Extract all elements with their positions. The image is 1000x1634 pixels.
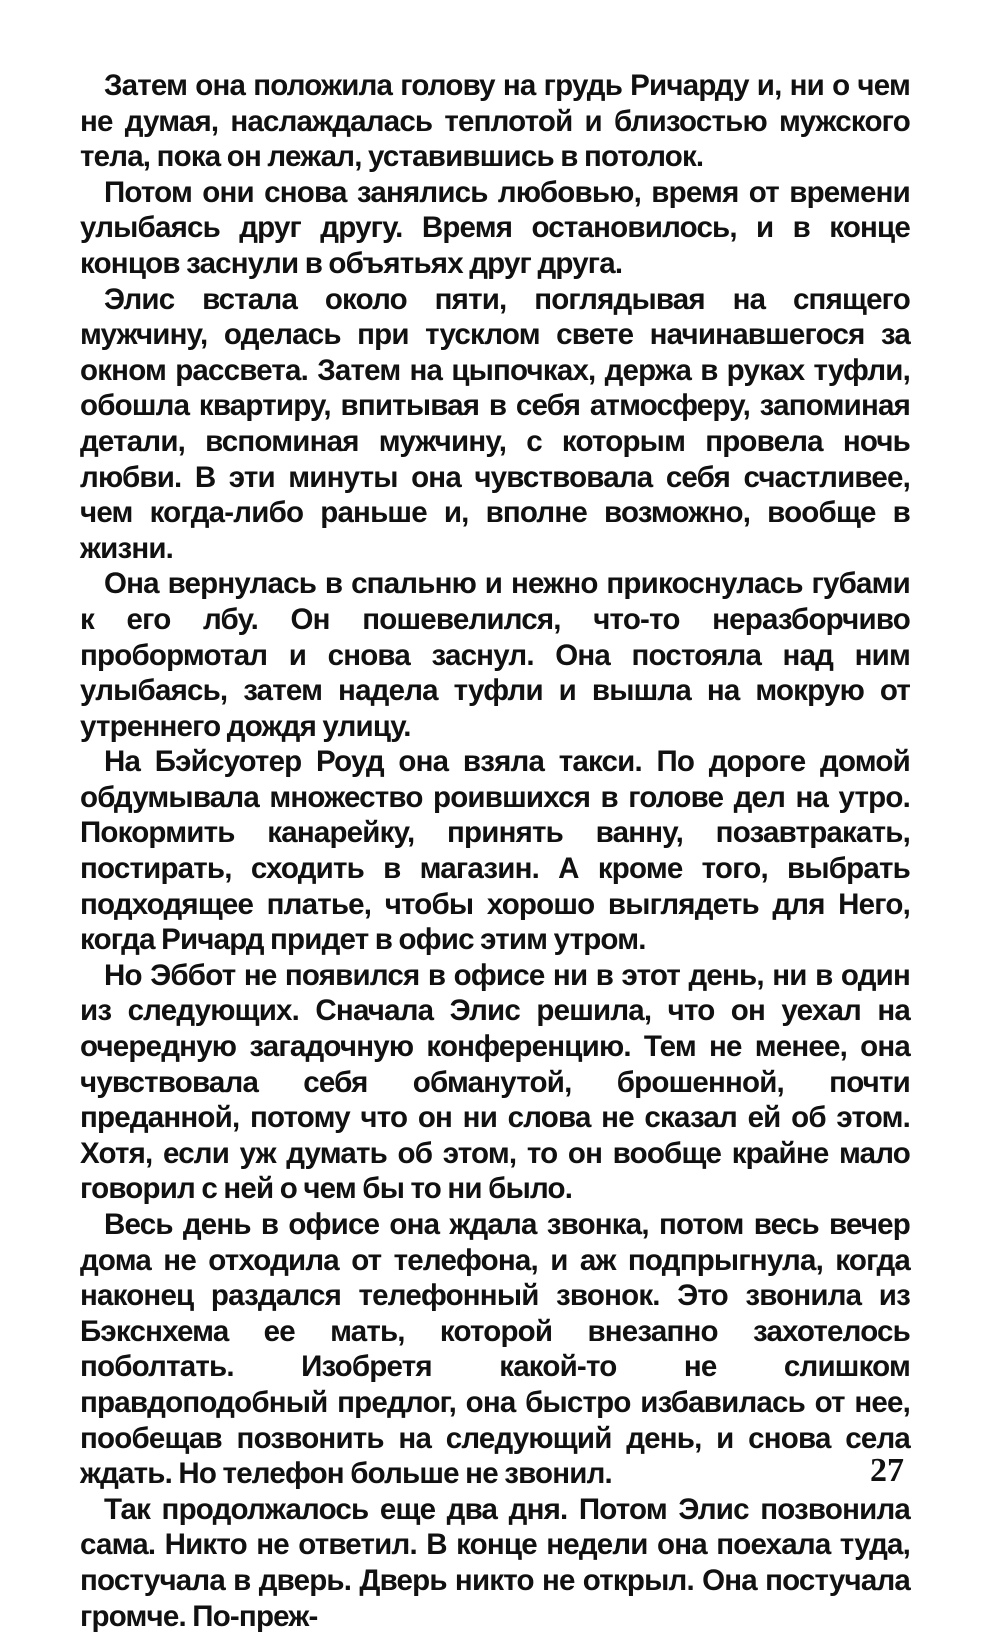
- paragraph: Затем она положила голову на грудь Ричарду и, ни о чем не думая, наслаждалась теплотой и близостью мужского тела, пока он лежал, уставившись в потолок.: [80, 69, 910, 174]
- page-number: 27: [870, 1452, 904, 1489]
- paragraph: На Бэйсуотер Роуд она взяла такси. По дороге домой обдумывала множество роившихся в голове дел на утро. Покормить канарейку, принять ванну, позавтракать, постирать, сходить в магазин. А кроме того, выбрать подходящее платье, чтобы хорошо выглядеть для Него, когда Ричард придет в офис этим утром.: [80, 745, 910, 957]
- paragraph: Потом они снова занялись любовью, время от времени улыбаясь друг другу. Время остановилось, и в конце концов заснули в объятьях друг друга.: [80, 175, 910, 280]
- paragraph: Но Эббот не появился в офисе ни в этот день, ни в один из следующих. Сначала Элис решила, что он уехал на очередную загадочную конференцию. Тем не менее, она чувствовала себя обманутой, брошенной, почти преданной, потому что он ни слова не сказал ей об этом. Хотя, если уж думать об этом, то он вообще крайне мало говорил с ней о чем бы то ни было.: [80, 958, 910, 1206]
- paragraph: Весь день в офисе она ждала звонка, потом весь вечер дома не отходила от телефона, и аж подпрыгнула, когда наконец раздался телефонный звонок. Это звонила из Бэкснхема ее мать, которой внезапно захотелось поболтать. Изобретя какой-то не слишком правдоподобный предлог, она быстро избавилась от нее, пообещав позвонить на следующий день, и снова села ждать. Но телефон больше не звонил.: [80, 1208, 910, 1491]
- paragraph: Элис встала около пяти, поглядывая на спящего мужчину, оделась при тусклом свете начинавшегося за окном рассвета. Затем на цыпочках, держа в руках туфли, обошла квартиру, впитывая в себя атмосферу, запоминая детали, вспоминая мужчину, с которым провела ночь любви. В эти минуты она чувствовала себя счастливее, чем когда-либо раньше и, вполне возможно, вообще в жизни.: [80, 282, 910, 565]
- book-page-text: [80, 68, 910, 1634]
- paragraph: Она вернулась в спальню и нежно прикоснулась губами к его лбу. Он пошевелился, что-то неразборчиво пробормотал и снова заснул. Она постояла над ним улыбаясь, затем надела туфли и вышла на мокрую от утреннего дождя улицу.: [80, 567, 910, 743]
- paragraph: Так продолжалось еще два дня. Потом Элис позвонила сама. Никто не ответил. В конце недели она поехала туда, постучала в дверь. Дверь никто не открыл. Она постучала громче. По-преж-: [80, 1492, 910, 1633]
